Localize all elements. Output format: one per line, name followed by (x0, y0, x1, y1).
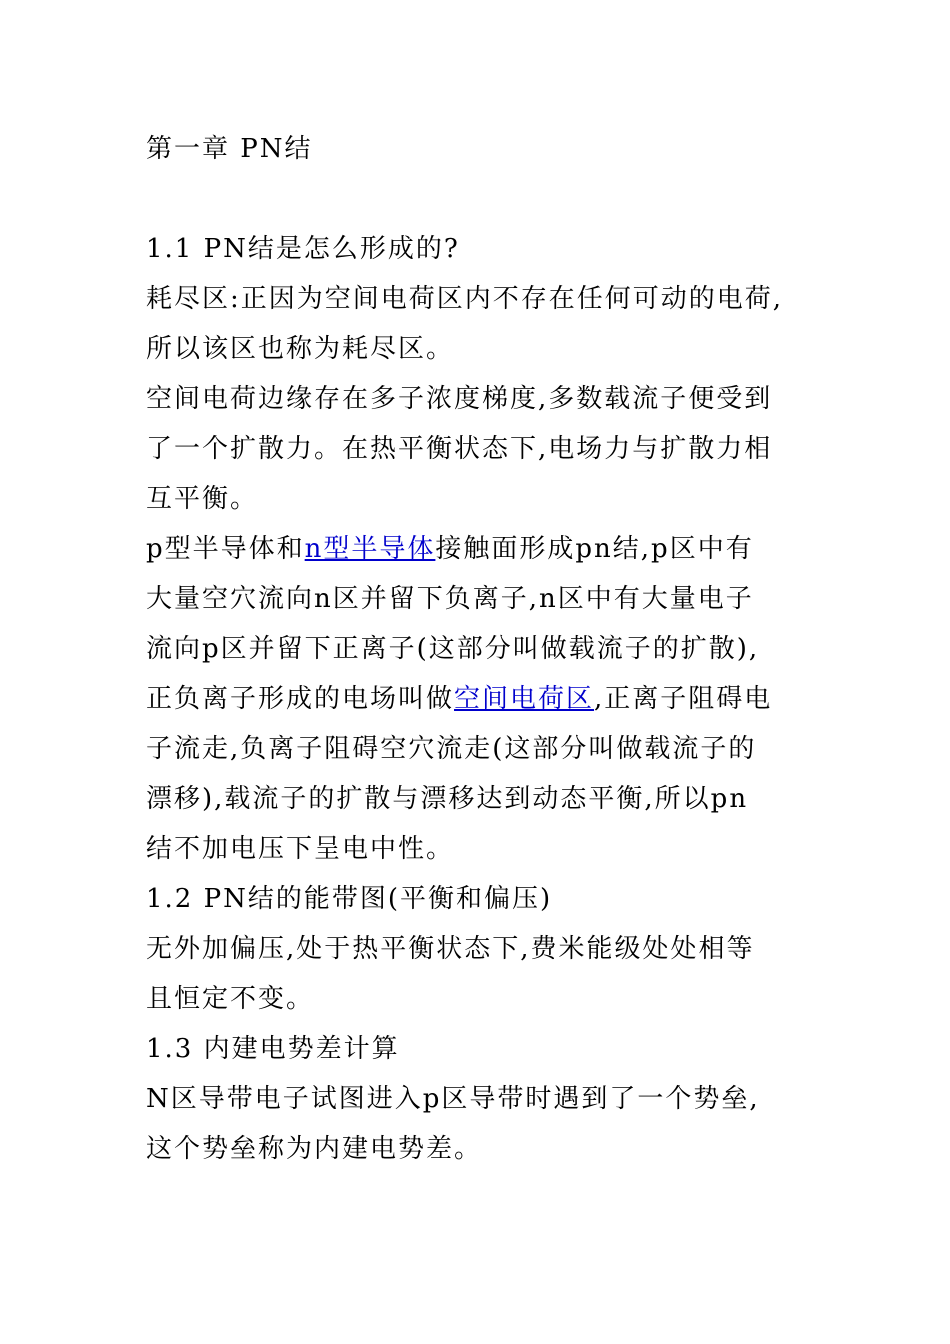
pn-paragraph-line (146, 524, 846, 574)
pn-paragraph-line (146, 674, 846, 724)
depletion-text-line: 所以该区也称为耗尽区。 (146, 334, 455, 364)
pn-text: ,正离子阻碍电 (594, 684, 773, 714)
chapter-title: 第一章 PN结 (146, 134, 313, 164)
builtin-text-line: 这个势垒称为内建电势差。 (146, 1134, 483, 1164)
pn-paragraph-line: 流向p区并留下正离子(这部分叫做载流子的扩散), (146, 634, 760, 664)
diffusion-text-line: 了一个扩散力。在热平衡状态下,电场力与扩散力相 (146, 434, 773, 464)
builtin-text-line: N区导带电子试图进入p区导带时遇到了一个势垒, (146, 1084, 760, 1114)
blank-line (146, 174, 846, 224)
pn-text: 接触面形成pn结,p区中有 (435, 534, 754, 564)
document-body (146, 124, 846, 1174)
diffusion-text-line: 互平衡。 (146, 484, 259, 514)
pn-paragraph-line: 结不加电压下呈电中性。 (146, 834, 455, 864)
diffusion-text-line: 空间电荷边缘存在多子浓度梯度,多数载流子便受到 (146, 384, 773, 414)
pn-paragraph-line: 漂移),载流子的扩散与漂移达到动态平衡,所以pn (146, 784, 749, 814)
band-text-line: 且恒定不变。 (146, 984, 315, 1014)
section-heading-1-1: 1.1 PN结是怎么形成的? (146, 234, 460, 264)
space-charge-region-link[interactable]: 空间电荷区 (454, 684, 595, 714)
pn-text: p型半导体和 (146, 534, 305, 564)
n-type-semiconductor-link[interactable]: n型半导体 (304, 534, 436, 564)
band-text-line: 无外加偏压,处于热平衡状态下,费米能级处处相等 (146, 934, 755, 964)
pn-text: 正负离子形成的电场叫做 (146, 684, 455, 714)
depletion-text-line: 耗尽区:正因为空间电荷区内不存在任何可动的电荷, (146, 284, 784, 314)
pn-paragraph-line: 子流走,负离子阻碍空穴流走(这部分叫做载流子的 (146, 734, 757, 764)
pn-paragraph-line: 大量空穴流向n区并留下负离子,n区中有大量电子 (146, 584, 754, 614)
section-heading-1-3: 1.3 内建电势差计算 (146, 1034, 400, 1064)
section-heading-1-2: 1.2 PN结的能带图(平衡和偏压) (146, 884, 553, 914)
